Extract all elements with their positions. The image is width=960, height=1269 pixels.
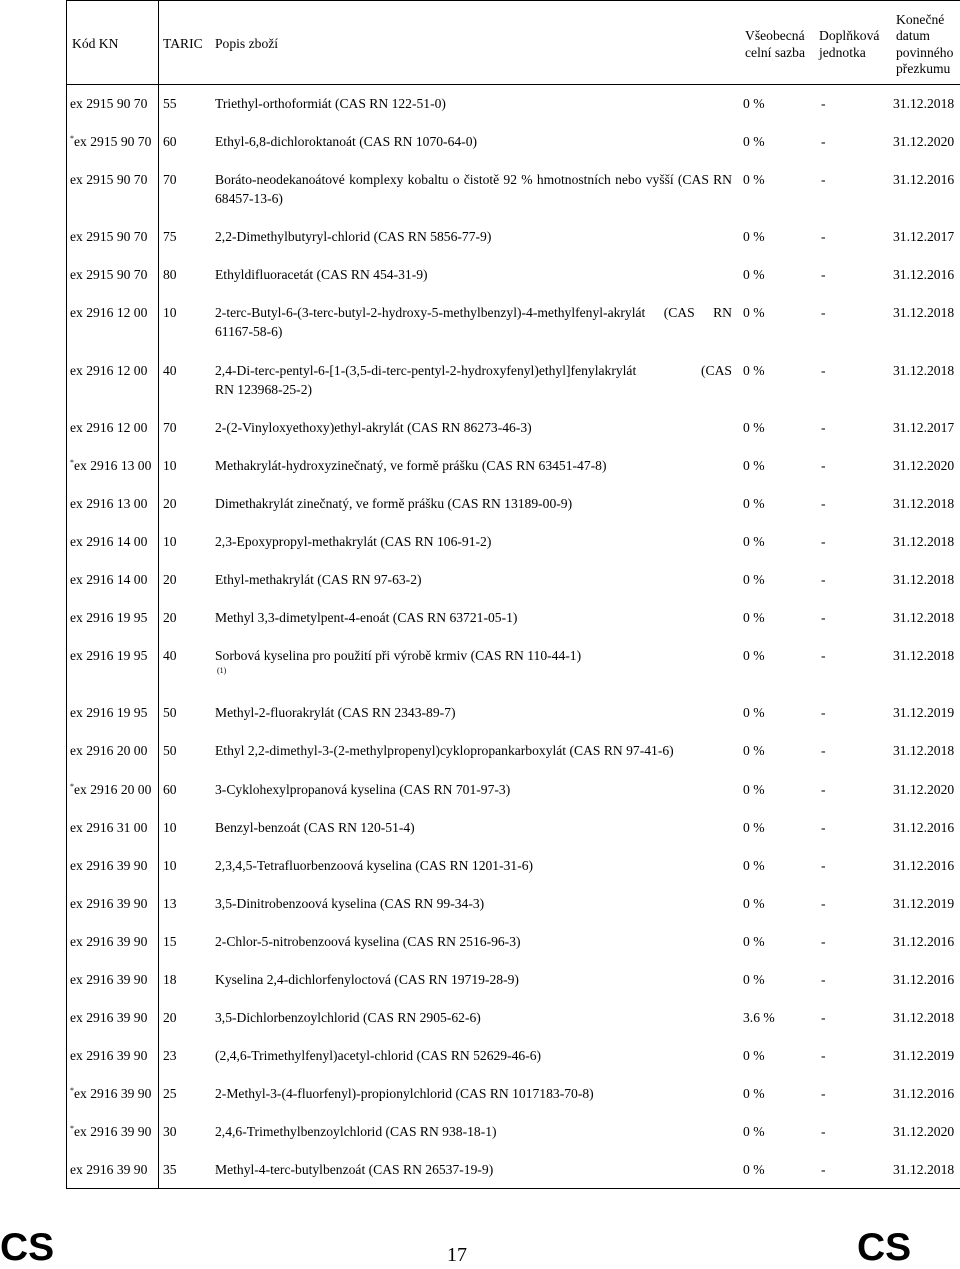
cell-review-date: 31.12.2016	[893, 933, 955, 949]
cell-review-date: 31.12.2020	[893, 457, 955, 473]
header-review-date-label: Konečné datum povinného přezkumu	[896, 11, 954, 76]
cell-description	[209, 456, 738, 475]
cell-rate: 0 %	[743, 743, 765, 759]
cell-review-date: 31.12.2016	[893, 267, 955, 283]
cell-code	[67, 932, 158, 951]
table-row	[67, 1122, 960, 1160]
table-row	[67, 741, 960, 779]
table-row	[67, 456, 960, 494]
description-line: RN 123968-25-2)	[215, 381, 313, 397]
cell-unit: -	[821, 781, 826, 797]
table-row	[67, 227, 960, 265]
table-row	[67, 856, 960, 894]
cell-code	[67, 1160, 158, 1179]
cell-taric: 40	[163, 648, 177, 664]
cell-unit: -	[821, 457, 826, 473]
code-text: ex 2916 13 00	[74, 457, 152, 473]
table-row	[67, 818, 960, 856]
cell-taric: 10	[163, 533, 177, 549]
description-line: 2,3-Epoxypropyl-methakrylát (CAS RN 106-91-2)	[215, 533, 492, 549]
cell-rate: 0 %	[743, 648, 765, 664]
cell-review-date: 31.12.2017	[893, 419, 955, 435]
code-text: ex 2916 12 00	[70, 419, 148, 435]
cell-unit: -	[821, 362, 826, 378]
description-line: 2,3,4,5-Tetrafluorbenzoová kyselina (CAS RN 1201-31-6)	[215, 857, 534, 873]
row-marker: *	[70, 134, 74, 144]
cell-unit: -	[821, 895, 826, 911]
cell-unit: -	[821, 96, 826, 111]
cell-unit: -	[821, 743, 826, 759]
table-row	[67, 132, 960, 170]
cell-review-date: 31.12.2016	[893, 819, 955, 835]
cell-code	[67, 1046, 158, 1065]
cell-unit: -	[821, 134, 826, 150]
cell-rate: 0 %	[743, 705, 765, 721]
cell-taric: 70	[163, 172, 177, 188]
cell-review-date: 31.12.2016	[893, 857, 955, 873]
cell-taric: 10	[163, 857, 177, 873]
cell-taric: 10	[163, 457, 177, 473]
description-line: 2,4-Di-terc-pentyl-6-[1-(3,5-di-terc-pentyl-2-hydroxyfenyl)ethyl]fenylakrylát (CAS	[215, 362, 732, 378]
cell-review-date: 31.12.2020	[893, 1124, 955, 1140]
cell-description	[209, 608, 738, 627]
cell-review-date: 31.12.2018	[893, 362, 955, 378]
code-text: ex 2916 39 90	[70, 1010, 148, 1026]
cell-taric: 13	[163, 895, 177, 911]
cell-taric: 55	[163, 96, 177, 111]
code-text: ex 2915 90 70	[70, 267, 148, 283]
table-row	[67, 1008, 960, 1046]
cell-review-date: 31.12.2018	[893, 1162, 955, 1178]
cell-review-date: 31.12.2016	[893, 172, 955, 188]
cell-code	[67, 646, 158, 684]
cell-description	[209, 532, 738, 551]
cell-description	[209, 932, 738, 951]
cell-description	[209, 780, 738, 799]
cell-unit: -	[821, 533, 826, 549]
cell-rate: 0 %	[743, 457, 765, 473]
cell-rate: 0 %	[743, 610, 765, 626]
table-row	[67, 970, 960, 1008]
cell-unit: -	[821, 572, 826, 588]
cell-taric: 80	[163, 267, 177, 283]
code-text: ex 2915 90 70	[70, 96, 148, 111]
cell-code	[67, 361, 158, 399]
row-marker: *	[70, 1124, 74, 1134]
header-taric	[158, 1, 209, 84]
cell-code	[67, 456, 158, 475]
cell-code	[67, 532, 158, 551]
cell-rate: 0 %	[743, 572, 765, 588]
cell-rate: 0 %	[743, 1048, 765, 1064]
row-marker: *	[70, 457, 74, 467]
cell-taric: 20	[163, 495, 177, 511]
code-text: ex 2916 39 90	[74, 1124, 152, 1140]
header-description	[209, 1, 738, 84]
table-row	[67, 646, 960, 703]
description-line: 2-(2-Vinyloxyethoxy)ethyl-akrylát (CAS RN 86273-46-3)	[215, 419, 532, 435]
description-line: Sorbová kyselina pro použití při výrobě krmiv (CAS RN 110-44-1)	[215, 648, 582, 664]
cell-rate: 0 %	[743, 495, 765, 511]
description-line: Methyl 3,3-dimetylpent-4-enoát (CAS RN 63721-05-1)	[215, 610, 518, 626]
cell-taric: 10	[163, 819, 177, 835]
cell-code	[67, 1084, 158, 1103]
table-row	[67, 703, 960, 741]
cell-code	[67, 608, 158, 627]
cell-review-date: 31.12.2020	[893, 134, 955, 150]
table-row	[67, 570, 960, 608]
cell-unit: -	[821, 1124, 826, 1140]
header-review-date	[889, 1, 960, 84]
cell-rate: 0 %	[743, 172, 765, 188]
description-line: 2,4,6-Trimethylbenzoylchlorid (CAS RN 938-18-1)	[215, 1124, 497, 1140]
description-line: Kyselina 2,4-dichlorfenyloctová (CAS RN 19719-28-9)	[215, 971, 519, 987]
cell-rate: 0 %	[743, 895, 765, 911]
cell-code	[67, 856, 158, 875]
table-row	[67, 894, 960, 932]
footnote-reference: (1)	[217, 666, 227, 676]
header-taric-label: TARIC	[163, 36, 203, 52]
table-row	[67, 265, 960, 303]
description-line: Methakrylát-hydroxyzinečnatý, ve formě prášku (CAS RN 63451-47-8)	[215, 457, 607, 473]
cell-unit: -	[821, 172, 826, 188]
cell-description	[209, 265, 738, 284]
cell-description	[209, 1084, 738, 1103]
cell-rate: 0 %	[743, 419, 765, 435]
cell-unit: -	[821, 648, 826, 664]
cell-unit: -	[821, 933, 826, 949]
table-row	[67, 361, 960, 418]
cell-taric: 15	[163, 933, 177, 949]
code-text: ex 2915 90 70	[74, 134, 152, 150]
code-text: ex 2916 19 95	[70, 610, 148, 626]
cell-rate: 0 %	[743, 1162, 765, 1178]
cell-rate: 0 %	[743, 857, 765, 873]
code-text: ex 2916 19 95	[70, 705, 148, 721]
description-line: 3-Cyklohexylpropanová kyselina (CAS RN 701-97-3)	[215, 781, 511, 797]
description-line: 2-Chlor-5-nitrobenzoová kyselina (CAS RN 2516-96-3)	[215, 933, 521, 949]
cell-code	[67, 132, 158, 151]
code-text: ex 2916 31 00	[70, 819, 148, 835]
code-text: ex 2916 20 00	[70, 743, 148, 759]
cell-review-date: 31.12.2017	[893, 229, 955, 245]
table-row	[67, 494, 960, 532]
table-row	[67, 1046, 960, 1084]
cell-rate: 0 %	[743, 1086, 765, 1102]
cell-taric: 18	[163, 971, 177, 987]
code-text: ex 2916 13 00	[70, 495, 148, 511]
cell-description	[209, 303, 738, 341]
cell-rate: 0 %	[743, 533, 765, 549]
table-body	[67, 85, 960, 1188]
cell-unit: -	[821, 419, 826, 435]
cell-taric: 50	[163, 743, 177, 759]
header-rate-label: Všeobecná celní sazba	[745, 28, 806, 60]
cell-review-date: 31.12.2018	[893, 495, 955, 511]
table-row	[67, 418, 960, 456]
cell-code	[67, 703, 158, 722]
description-line: 2-Methyl-3-(4-fluorfenyl)-propionylchlorid (CAS RN 1017183-70-8)	[215, 1086, 594, 1102]
cell-description	[209, 1008, 738, 1027]
description-line: 3,5-Dinitrobenzoová kyselina (CAS RN 99-34-3)	[215, 895, 485, 911]
cell-rate: 0 %	[743, 362, 765, 378]
cell-code	[67, 170, 158, 208]
cell-rate: 0 %	[743, 781, 765, 797]
cell-code	[67, 494, 158, 513]
cell-description	[209, 818, 738, 837]
code-text: ex 2916 39 90	[70, 895, 148, 911]
header-unit-label: Doplňková jednotka	[819, 28, 880, 60]
code-text: ex 2915 90 70	[70, 229, 148, 245]
cell-code	[67, 418, 158, 437]
cell-code	[67, 780, 158, 799]
cell-review-date: 31.12.2020	[893, 781, 955, 797]
cell-code	[67, 303, 158, 341]
description-line: (2,4,6-Trimethylfenyl)acetyl-chlorid (CAS RN 52629-46-6)	[215, 1048, 542, 1064]
header-rate	[738, 1, 812, 84]
description-line: Ethyldifluoracetát (CAS RN 454-31-9)	[215, 267, 428, 283]
page-number: 17	[447, 1244, 467, 1266]
cell-taric: 20	[163, 572, 177, 588]
cell-code	[67, 94, 158, 113]
cell-review-date: 31.12.2018	[893, 305, 955, 321]
cell-rate: 0 %	[743, 96, 765, 111]
cell-taric: 20	[163, 1010, 177, 1026]
cell-taric: 30	[163, 1124, 177, 1140]
cell-rate: 3.6 %	[743, 1010, 775, 1026]
row-marker: *	[70, 781, 74, 791]
header-description-label: Popis zboží	[215, 36, 279, 52]
description-line: 61167-58-6)	[215, 324, 283, 340]
cell-review-date: 31.12.2016	[893, 1086, 955, 1102]
table-row	[67, 932, 960, 970]
code-text: ex 2916 14 00	[70, 533, 148, 549]
cell-description	[209, 227, 738, 246]
cell-rate: 0 %	[743, 933, 765, 949]
header-code-label: Kód KN	[72, 36, 119, 52]
cell-review-date: 31.12.2016	[893, 971, 955, 987]
cell-rate: 0 %	[743, 229, 765, 245]
cell-rate: 0 %	[743, 305, 765, 321]
cell-code	[67, 1008, 158, 1027]
cell-description	[209, 494, 738, 513]
description-line: Boráto-neodekanoátové komplexy kobaltu o čistotě 92 % hmotnostních nebo vyšší (CAS RN	[215, 172, 732, 188]
code-text: ex 2916 39 90	[70, 857, 148, 873]
cell-description	[209, 970, 738, 989]
cell-review-date: 31.12.2018	[893, 96, 955, 111]
cell-description	[209, 132, 738, 151]
cell-unit: -	[821, 610, 826, 626]
cell-rate: 0 %	[743, 1124, 765, 1140]
cell-unit: -	[821, 305, 826, 321]
code-text: ex 2916 19 95	[70, 648, 148, 664]
cell-review-date: 31.12.2019	[893, 705, 955, 721]
description-line: Ethyl 2,2-dimethyl-3-(2-methylpropenyl)cyklopropankarboxylát (CAS RN 97-41-6)	[215, 743, 674, 759]
table-row	[67, 608, 960, 646]
cell-rate: 0 %	[743, 267, 765, 283]
cell-taric: 60	[163, 781, 177, 797]
cell-rate: 0 %	[743, 819, 765, 835]
cell-code	[67, 227, 158, 246]
cell-unit: -	[821, 495, 826, 511]
table-row	[67, 1084, 960, 1122]
cell-review-date: 31.12.2018	[893, 648, 955, 664]
description-line: Dimethakrylát zinečnatý, ve formě prášku (CAS RN 13189-00-9)	[215, 495, 573, 511]
code-text: ex 2916 39 90	[70, 971, 148, 987]
cell-taric: 20	[163, 610, 177, 626]
cell-unit: -	[821, 267, 826, 283]
cell-code	[67, 970, 158, 989]
cell-review-date: 31.12.2018	[893, 533, 955, 549]
cell-unit: -	[821, 229, 826, 245]
cell-code	[67, 818, 158, 837]
cell-taric: 10	[163, 305, 177, 321]
table-row	[67, 1160, 960, 1188]
cell-review-date: 31.12.2018	[893, 572, 955, 588]
cell-code	[67, 741, 158, 760]
code-text: ex 2916 39 90	[70, 1048, 148, 1064]
description-line: 68457-13-6)	[215, 191, 283, 207]
cell-unit: -	[821, 1048, 826, 1064]
cell-taric: 75	[163, 229, 177, 245]
cell-unit: -	[821, 705, 826, 721]
cell-code	[67, 265, 158, 284]
code-text: ex 2916 20 00	[74, 781, 152, 797]
description-line: Methyl-4-terc-butylbenzoát (CAS RN 26537-19-9)	[215, 1162, 494, 1178]
cell-unit: -	[821, 1086, 826, 1102]
cell-description	[209, 94, 738, 113]
code-text: ex 2916 39 90	[70, 933, 148, 949]
cell-description	[209, 856, 738, 875]
code-text: ex 2916 14 00	[70, 572, 148, 588]
table-row	[67, 532, 960, 570]
description-line: Triethyl-orthoformiát (CAS RN 122-51-0)	[215, 96, 446, 111]
cell-unit: -	[821, 1010, 826, 1026]
code-text: ex 2916 12 00	[70, 362, 148, 378]
cell-review-date: 31.12.2018	[893, 610, 955, 626]
header-code	[67, 1, 158, 84]
cell-taric: 60	[163, 134, 177, 150]
table-row	[67, 170, 960, 227]
description-line: Methyl-2-fluorakrylát (CAS RN 2343-89-7)	[215, 705, 456, 721]
table-row	[67, 303, 960, 360]
cell-taric: 35	[163, 1162, 177, 1178]
description-line: Ethyl-6,8-dichloroktanoát (CAS RN 1070-64-0)	[215, 134, 478, 150]
cell-taric: 40	[163, 362, 177, 378]
cell-description	[209, 361, 738, 399]
cell-taric: 25	[163, 1086, 177, 1102]
cell-taric: 50	[163, 705, 177, 721]
cell-code	[67, 1122, 158, 1141]
description-line: Benzyl-benzoát (CAS RN 120-51-4)	[215, 819, 415, 835]
cell-unit: -	[821, 971, 826, 987]
cell-rate: 0 %	[743, 971, 765, 987]
cell-review-date: 31.12.2019	[893, 895, 955, 911]
cell-code	[67, 894, 158, 913]
cell-taric: 70	[163, 419, 177, 435]
cell-description	[209, 418, 738, 437]
description-line: Ethyl-methakrylát (CAS RN 97-63-2)	[215, 572, 422, 588]
code-text: ex 2916 39 90	[74, 1086, 152, 1102]
cell-description	[209, 646, 738, 684]
cell-unit: -	[821, 1162, 826, 1178]
code-text: ex 2916 12 00	[70, 305, 148, 321]
row-marker: *	[70, 1086, 74, 1096]
cell-description	[209, 1046, 738, 1065]
description-line: 2-terc-Butyl-6-(3-terc-butyl-2-hydroxy-5-methylbenzyl)-4-methylfenyl-akrylát (CAS RN	[215, 305, 732, 321]
cell-taric: 23	[163, 1048, 177, 1064]
cell-review-date: 31.12.2018	[893, 743, 955, 759]
column-divider	[158, 1, 159, 1188]
cell-description	[209, 741, 738, 760]
table-row	[67, 780, 960, 818]
cell-description	[209, 1122, 738, 1141]
cell-rate: 0 %	[743, 134, 765, 150]
code-text: ex 2915 90 70	[70, 172, 148, 188]
cell-description	[209, 170, 738, 208]
description-line: 2,2-Dimethylbutyryl-chlorid (CAS RN 5856-77-9)	[215, 229, 492, 245]
cell-unit: -	[821, 819, 826, 835]
cell-code	[67, 570, 158, 589]
cell-description	[209, 703, 738, 722]
tariff-table	[66, 0, 960, 1189]
cell-unit: -	[821, 857, 826, 873]
header-unit	[812, 1, 889, 84]
footer-language-left: CS	[0, 1226, 55, 1269]
cell-review-date: 31.12.2018	[893, 1010, 955, 1026]
table-row	[67, 85, 960, 132]
description-line: 3,5-Dichlorbenzoylchlorid (CAS RN 2905-62-6)	[215, 1010, 481, 1026]
code-text: ex 2916 39 90	[70, 1162, 148, 1178]
footer-language-right: CS	[857, 1226, 912, 1269]
cell-description	[209, 894, 738, 913]
cell-description	[209, 570, 738, 589]
table-header	[67, 1, 960, 85]
cell-description	[209, 1160, 738, 1179]
cell-review-date: 31.12.2019	[893, 1048, 955, 1064]
